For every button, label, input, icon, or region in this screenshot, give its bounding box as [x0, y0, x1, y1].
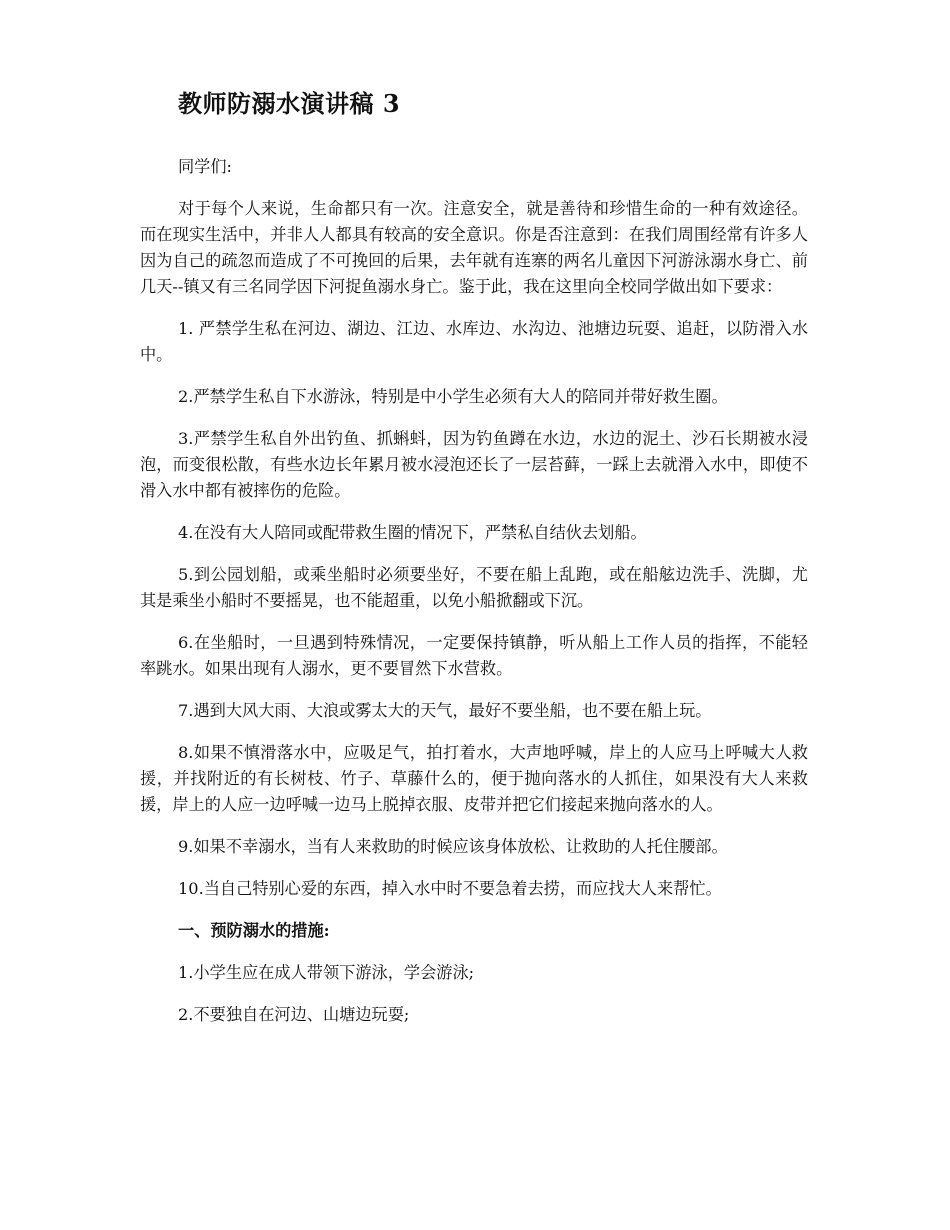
rule-item-10: 10.当自己特别心爱的东西，掉入水中时不要急着去捞，而应找大人来帮忙。 — [178, 879, 722, 898]
rule-item-6: 6.在坐船时，一旦遇到特殊情况，一定要保持镇静，听从船上工作人员的指挥，不能轻率跳水。如果出现有人溺水，更不要冒然下水营救。 — [140, 633, 808, 678]
measure-item-2: 2.不要独自在河边、山塘边玩耍; — [178, 1005, 410, 1024]
intro-paragraph: 对于每个人来说，生命都只有一次。注意安全，就是善待和珍惜生命的一种有效途径。而在现实生活中，并非人人都具有较高的安全意识。你是否注意到：在我们周围经常有许多人因为自己的疏忽而造成了不可挽回的后果，去年就有连寨的两名儿童因下河游泳溺水身亡、前几天--镇又有三名同学因下河捉鱼溺水身亡。鉴于此，我在这里向全校同学做出如下要求： — [140, 199, 808, 296]
rule-item-2: 2.严禁学生私自下水游泳，特别是中小学生必须有大人的陪同并带好救生圈。 — [178, 387, 728, 406]
document-body — [140, 154, 808, 1044]
rule-item-9: 9.如果不幸溺水，当有人来救助的时候应该身体放松、让救助的人托住腰部。 — [178, 837, 728, 856]
section-heading: 一、预防溺水的措施: — [178, 921, 330, 940]
document-title: 教师防溺水演讲稿 3 — [178, 89, 401, 118]
salutation: 同学们: — [178, 157, 233, 176]
rule-item-4: 4.在没有大人陪同或配带救生圈的情况下，严禁私自结伙去划船。 — [178, 523, 647, 542]
rule-item-3: 3.严禁学生私自外出钓鱼、抓蝌蚪，因为钓鱼蹲在水边，水边的泥土、沙石长期被水浸泡，而变很松散，有些水边长年累月被水浸泡还长了一层苔藓，一踩上去就滑入水中，即使不滑入水中都有被摔伤的危险。 — [140, 429, 808, 500]
rule-item-1: 1. 严禁学生私在河边、湖边、江边、水库边、水沟边、池塘边玩耍、追赶，以防滑入水中。 — [140, 319, 808, 364]
rule-item-7: 7.遇到大风大雨、大浪或雾太大的天气，最好不要坐船，也不要在船上玩。 — [178, 701, 712, 720]
measure-item-1: 1.小学生应在成人带领下游泳，学会游泳; — [178, 963, 475, 982]
rule-item-8: 8.如果不慎滑落水中，应吸足气，拍打着水，大声地呼喊，岸上的人应马上呼喊大人救援，并找附近的有长树枝、竹子、草藤什么的，便于抛向落水的人抓住，如果没有大人来救援，岸上的人应一边呼喊一边马上脱掉衣服、皮带并把它们接起来抛向落水的人。 — [140, 743, 808, 814]
rule-item-5: 5.到公园划船，或乘坐船时必须要坐好，不要在船上乱跑，或在船舷边洗手、洗脚，尤其是乘坐小船时不要摇晃，也不能超重，以免小船掀翻或下沉。 — [140, 565, 808, 610]
